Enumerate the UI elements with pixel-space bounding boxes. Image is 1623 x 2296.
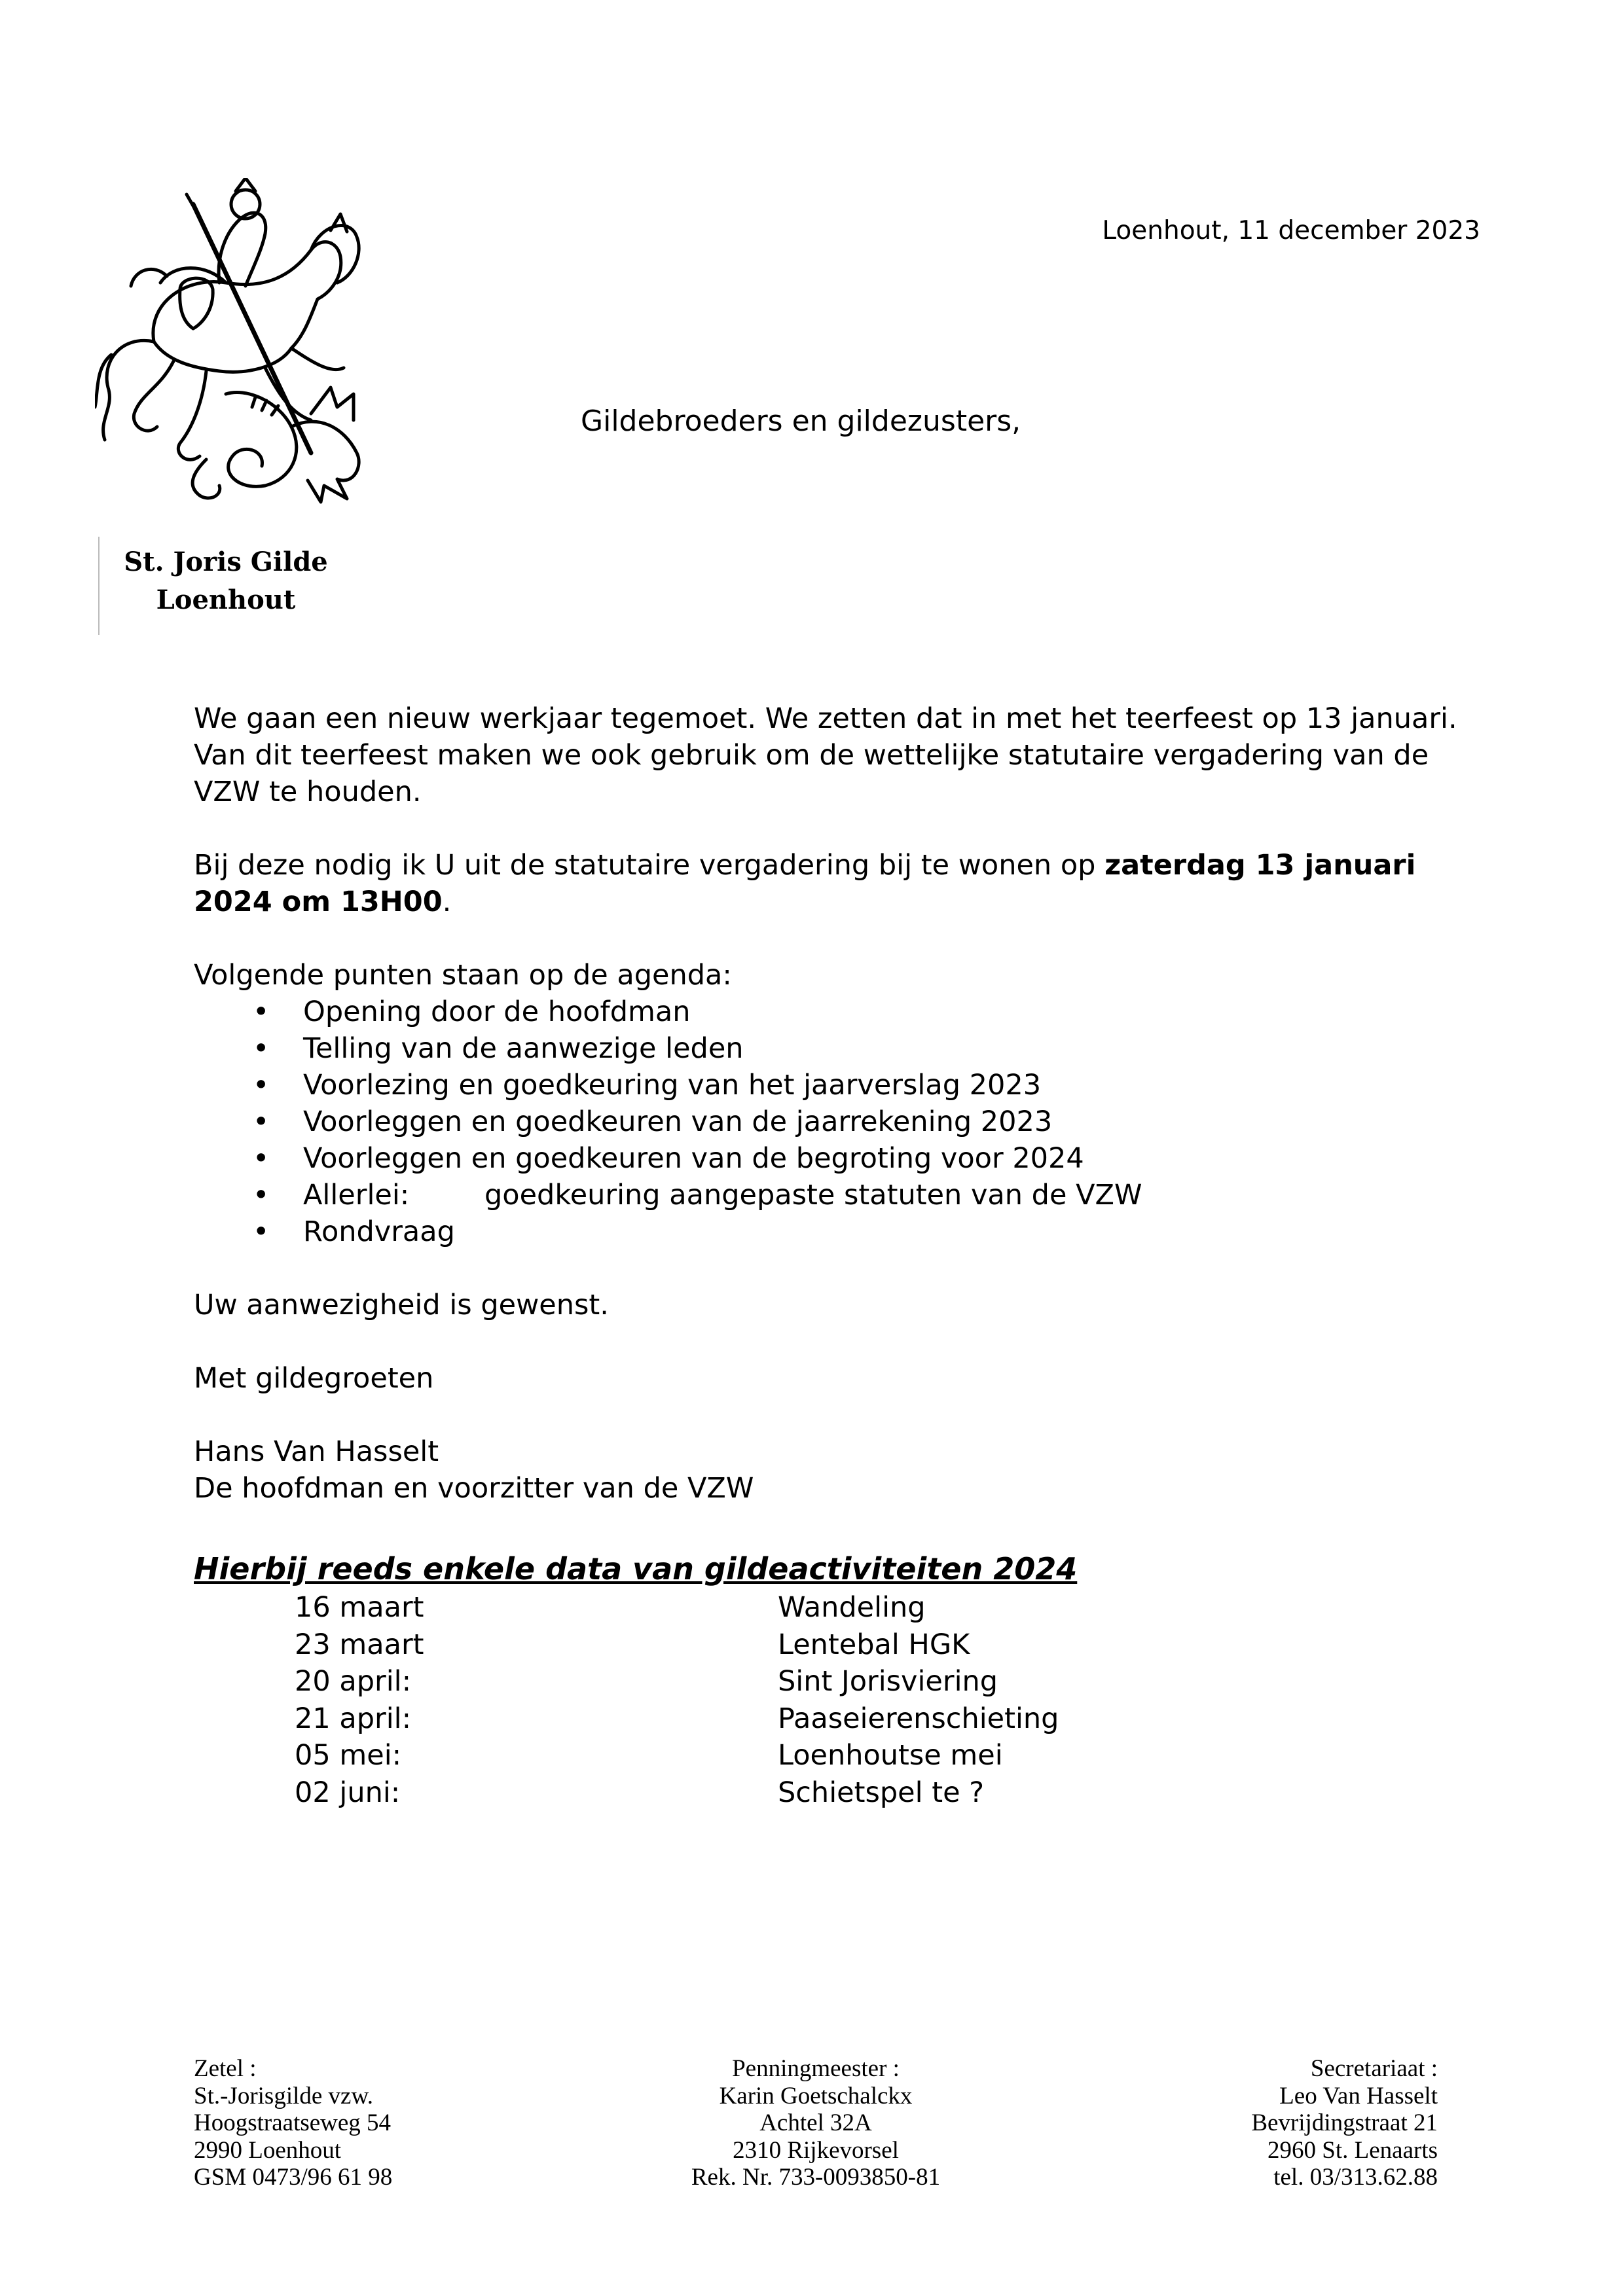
footer-secretariaat-line: 2960 St. Lenaarts <box>1267 2136 1438 2164</box>
emblem-caption <box>115 543 337 619</box>
activities-table <box>295 1589 1146 1812</box>
activity-row <box>295 1774 1146 1812</box>
agenda-item-detail: goedkeuring aangepaste statuten van de VZW <box>484 1179 1142 1211</box>
agenda-item-text: Voorleggen en goedkeuren van de begroting voor 2024 <box>303 1142 1084 1175</box>
meeting-datetime: zaterdag 13 januari 2024 om 13H00 <box>194 849 1416 918</box>
activity-name: Loenhoutse mei <box>778 1739 1003 1772</box>
closing-greeting: Met gildegroeten <box>194 1362 434 1395</box>
agenda-item <box>194 1030 1464 1067</box>
footer-penningmeester-line: Karin Goetschalckx <box>719 2082 913 2109</box>
footer-secretariaat <box>1251 2055 1438 2191</box>
st-joris-emblem <box>95 178 383 505</box>
footer-zetel-line: Hoogstraatseweg 54 <box>194 2109 392 2136</box>
activity-date: 21 april: <box>295 1702 412 1735</box>
footer-penningmeester-heading: Penningmeester : <box>732 2055 900 2082</box>
footer-zetel-line: GSM 0473/96 61 98 <box>194 2164 393 2191</box>
agenda-item <box>194 1103 1464 1140</box>
logo-divider <box>98 537 100 635</box>
agenda-item-text: Rondvraag <box>303 1215 455 1248</box>
intro-paragraph: We gaan een nieuw werkjaar tegemoet. We zetten dat in met het teerfeest op 13 januari. Van dit teerfeest maken we ook gebruik om de wettelijke statutaire vergadering van de VZW te houden. <box>194 702 1457 808</box>
footer-zetel-line: 2990 Loenhout <box>194 2136 342 2164</box>
agenda-item <box>194 1213 1464 1250</box>
emblem-caption-line2: Loenhout <box>156 584 296 615</box>
invitation-paragraph <box>194 847 1464 920</box>
emblem-caption-line1: St. Joris Gilde <box>124 547 328 577</box>
agenda-item <box>194 1067 1464 1103</box>
activity-name: Paaseierenschieting <box>778 1702 1059 1735</box>
agenda-item-text: Allerlei: <box>303 1179 410 1211</box>
activity-date: 20 april: <box>295 1665 412 1698</box>
footer-penningmeester-line: Achtel 32A <box>759 2109 872 2136</box>
bullet-icon: • <box>253 1032 270 1065</box>
letter-body <box>194 700 1464 1507</box>
salutation: Gildebroeders en gildezusters, <box>581 404 1021 438</box>
activity-date: 02 juni: <box>295 1776 401 1809</box>
bullet-icon: • <box>253 996 270 1028</box>
activity-row <box>295 1626 1146 1664</box>
footer-zetel <box>194 2055 392 2191</box>
footer-secretariaat-line: Bevrijdingstraat 21 <box>1251 2109 1438 2136</box>
agenda-list <box>194 994 1464 1250</box>
signer-name: Hans Van Hasselt <box>194 1435 439 1468</box>
agenda-item-text: Voorleggen en goedkeuren van de jaarrekening 2023 <box>303 1105 1053 1138</box>
footer-secretariaat-heading: Secretariaat : <box>1310 2055 1438 2082</box>
bullet-icon: • <box>253 1069 270 1102</box>
footer-secretariaat-line: Leo Van Hasselt <box>1279 2082 1438 2109</box>
bullet-icon: • <box>253 1105 270 1138</box>
bullet-icon: • <box>253 1215 270 1248</box>
bullet-icon: • <box>253 1179 270 1211</box>
activity-row <box>295 1663 1146 1700</box>
agenda-item-text: Voorlezing en goedkeuring van het jaarverslag 2023 <box>303 1069 1042 1102</box>
activity-date: 16 maart <box>295 1591 424 1624</box>
activity-row <box>295 1737 1146 1774</box>
activity-row <box>295 1700 1146 1738</box>
activity-name: Sint Jorisviering <box>778 1665 998 1698</box>
activity-name: Wandeling <box>778 1591 926 1624</box>
signer-role: De hoofdman en voorzitter van de VZW <box>194 1472 754 1505</box>
footer-zetel-heading: Zetel : <box>194 2055 257 2082</box>
activity-name: Lentebal HGK <box>778 1628 970 1661</box>
footer-penningmeester <box>554 2055 1078 2191</box>
agenda-item-text: Telling van de aanwezige leden <box>303 1032 744 1065</box>
agenda-item <box>194 994 1464 1030</box>
presence-note: Uw aanwezigheid is gewenst. <box>194 1289 609 1321</box>
invitation-end: . <box>442 886 452 918</box>
invitation-text: Bij deze nodig ik U uit de statutaire vergadering bij te wonen op <box>194 849 1105 882</box>
agenda-item-text: Opening door de hoofdman <box>303 996 691 1028</box>
letter-date: Loenhout, 11 december 2023 <box>1102 216 1480 245</box>
activity-date: 05 mei: <box>295 1739 402 1772</box>
footer-penningmeester-line: Rek. Nr. 733-0093850-81 <box>691 2164 941 2191</box>
bullet-icon: • <box>253 1142 270 1175</box>
footer-penningmeester-line: 2310 Rijkevorsel <box>733 2136 899 2164</box>
footer-secretariaat-line: tel. 03/313.62.88 <box>1273 2164 1438 2191</box>
activity-date: 23 maart <box>295 1628 424 1661</box>
activity-name: Schietspel te ? <box>778 1776 985 1809</box>
agenda-item <box>194 1140 1464 1177</box>
footer-zetel-line: St.-Jorisgilde vzw. <box>194 2082 374 2109</box>
agenda-intro: Volgende punten staan op de agenda: <box>194 959 732 992</box>
agenda-item <box>194 1177 1464 1213</box>
activities-heading: Hierbij reeds enkele data van gildeactiviteiten 2024 <box>194 1551 1078 1587</box>
activity-row <box>295 1589 1146 1626</box>
